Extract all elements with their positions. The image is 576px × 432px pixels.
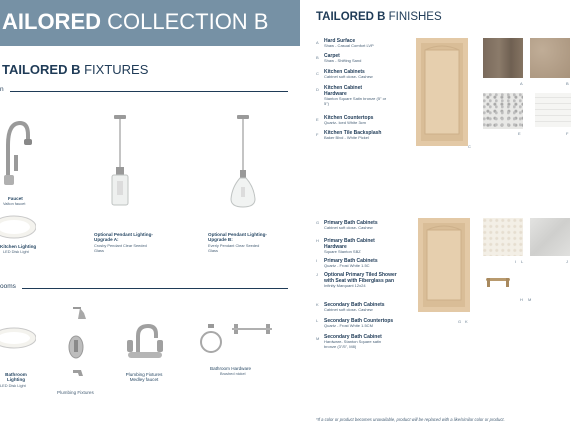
page-title: AILORED COLLECTION B bbox=[2, 9, 269, 34]
section-kitchen-label: n bbox=[0, 86, 4, 93]
tub-spout-icon bbox=[72, 368, 84, 378]
finish-item: J Optional Primary Tiled Shower with Seat with Fiberglass pan Infinity Marquant 12x24 bbox=[316, 272, 397, 288]
pendant-b-sub: Everly Pendant Clear Seeded Glass bbox=[208, 243, 260, 253]
faucet-title: Faucet bbox=[8, 196, 23, 201]
finish-item: F Kitchen Tile Backsplash Baker Blvd - White Pickel bbox=[316, 130, 382, 140]
bath-countertop-swatch bbox=[483, 218, 523, 256]
towel-bar-icon bbox=[230, 322, 274, 338]
lvp-swatch bbox=[483, 38, 523, 78]
swatch-letter: M bbox=[528, 297, 532, 302]
finish-item: B Carpet Shaw - Shifting Sand bbox=[316, 53, 362, 63]
swatch-letter: C bbox=[468, 144, 471, 149]
kitchen-rule bbox=[10, 91, 288, 92]
bath-rule bbox=[22, 288, 288, 289]
hardware-title: Bathroom Hardware bbox=[210, 366, 252, 371]
bath-disk-light-icon bbox=[0, 324, 36, 352]
title-banner bbox=[0, 0, 300, 46]
plumbing-title: Plumbing Fixtures Medley faucet bbox=[125, 372, 163, 383]
towel-ring-icon bbox=[198, 322, 224, 358]
shower-head-icon bbox=[72, 305, 88, 323]
swatch-letter: A bbox=[520, 81, 523, 86]
countertop-swatch bbox=[483, 93, 523, 129]
finishes-heading: TAILORED B FINISHES bbox=[316, 11, 442, 23]
pendant-b-icon bbox=[228, 115, 258, 210]
swatch-letter: G bbox=[458, 319, 462, 324]
pendant-a-icon bbox=[106, 115, 134, 210]
shower-valve-icon bbox=[66, 334, 86, 360]
plumbing-fixtures-label: Plumbing Fixtures bbox=[57, 390, 94, 395]
shower-tile-swatch bbox=[530, 218, 570, 256]
bath-lighting-sub: LED Disk Light bbox=[0, 383, 26, 388]
swatch-letter: L bbox=[521, 259, 524, 264]
bath-faucet-icon bbox=[124, 318, 166, 360]
finish-item: E Kitchen Countertops Quartz- Iced White 3cm bbox=[316, 115, 374, 125]
finish-item: G Primary Bath Cabinets Cabinet soft close- Cashew bbox=[316, 220, 378, 230]
bath-lighting-title: Bathroom Lighting bbox=[5, 372, 27, 383]
bath-cabinet-door bbox=[418, 218, 470, 312]
finish-item: D Kitchen Cabinet Hardware Stanton Square Satin bronze (5" or 5") bbox=[316, 85, 387, 106]
finish-item: A Hard Surface Shaw - Casual Comfort LVP bbox=[316, 38, 374, 48]
fixtures-heading: TAILORED B FIXTURES bbox=[2, 62, 149, 77]
pendant-b-title: Optional Pendant Lighting- Upgrade B: bbox=[208, 232, 267, 243]
swatch-letter: B bbox=[566, 81, 569, 86]
faucet-icon bbox=[2, 115, 32, 187]
finish-item: I Primary Bath Cabinets Quartz - Frost White 1.5C bbox=[316, 258, 378, 268]
swatch-letter: E bbox=[518, 131, 521, 136]
swatch-letter: K bbox=[465, 319, 468, 324]
kitchen-cabinet-door bbox=[416, 38, 468, 146]
carpet-swatch bbox=[530, 38, 570, 78]
cabinet-pull-icon bbox=[484, 274, 512, 290]
disk-light-icon bbox=[0, 212, 36, 242]
section-bath-label: ooms bbox=[0, 283, 16, 290]
finish-item: L Secondary Bath Countertops Quartz - Frost White 1.5CM bbox=[316, 318, 394, 328]
swatch-letter: H bbox=[520, 297, 523, 302]
faucet-sub: Valton faucet bbox=[3, 201, 26, 206]
backsplash-swatch bbox=[535, 93, 571, 127]
finish-item: C Kitchen Cabinets Cabinet soft close- Cashew bbox=[316, 69, 373, 79]
hardware-sub: Brushed nickel bbox=[220, 371, 246, 376]
finish-item: H Primary Bath Cabinet Hardware Square Stanton SBZ bbox=[316, 238, 375, 254]
kitchen-lighting-title: Kitchen Lighting bbox=[0, 244, 37, 249]
finish-item: M Secondary Bath Cabinet Hardware- Stanton Square satin bronze (3"/5", M8) bbox=[316, 334, 382, 349]
swatch-letter: J bbox=[566, 259, 568, 264]
swatch-letter: I bbox=[515, 259, 517, 264]
kitchen-lighting-sub: LED Disk Light bbox=[3, 249, 29, 254]
pendant-a-sub: Crosby Pendant Clear Seeded Glass bbox=[94, 243, 147, 253]
swatch-letter: F bbox=[566, 131, 569, 136]
pendant-a-title: Optional Pendant Lighting- Upgrade A: bbox=[94, 232, 153, 243]
finish-item: K Secondary Bath Cabinets Cabinet soft close- Cashew bbox=[316, 302, 385, 312]
footnote: *If a color or product becomes unavailable, product will be replaced with a like/similar color or product. bbox=[316, 417, 505, 422]
